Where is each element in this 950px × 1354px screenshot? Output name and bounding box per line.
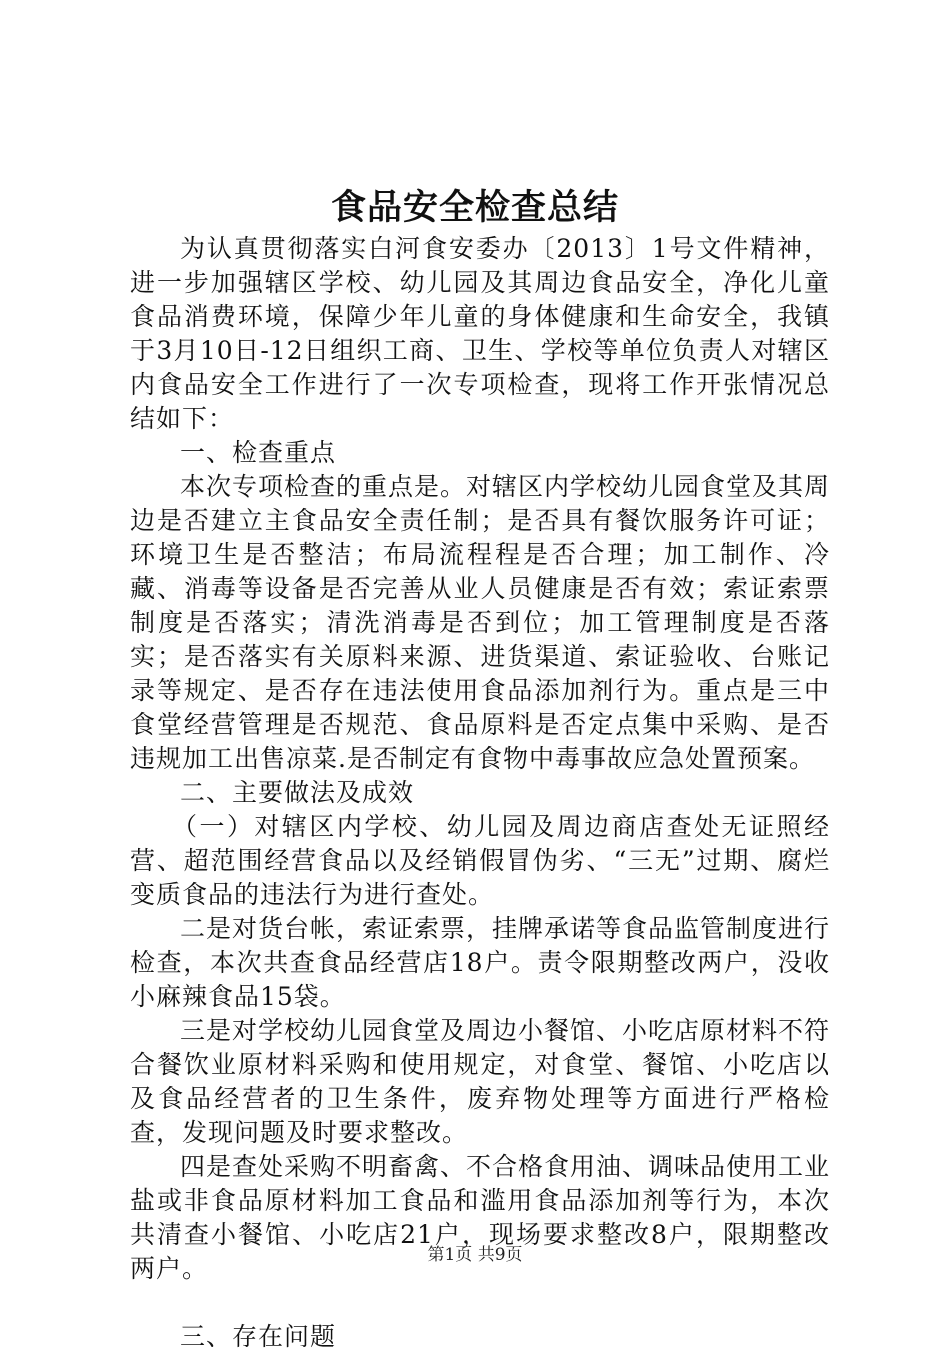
document-title: 食品安全检查总结 bbox=[330, 187, 619, 228]
measure-paragraph-4: 四是查处采购不明畜禽、不合格食用油、调味品使用工业盐或非食品原材料加工食品和滥用食品添加剂等行为，本次共清查小餐馆、小吃店21户，现场要求整改8户，限期整改两户。 bbox=[130, 1152, 831, 1283]
paragraph-spacer bbox=[130, 1286, 830, 1320]
measure-paragraph-1: （一）对辖区内学校、幼儿园及周边商店查处无证照经营、超范围经营食品以及经销假冒伪劣、“三无”过期、腐烂变质食品的违法行为进行查处。 bbox=[130, 812, 830, 909]
measure-paragraph-2: 二是对货台帐，索证索票，挂牌承诺等食品监管制度进行检查，本次共查食品经营店18户。责令限期整改两户，没收小麻辣食品15袋。 bbox=[130, 914, 831, 1011]
document-body bbox=[130, 232, 830, 1354]
intro-paragraph: 为认真贯彻落实白河食安委办〔2013〕1号文件精神，进一步加强辖区学校、幼儿园及其周边食品安全，净化儿童食品消费环境，保障少年儿童的身体健康和生命安全，我镇于3月10日-12日组织工商、卫生、学校等单位负责人对辖区内食品安全工作进行了一次专项检查，现将工作开张情况总结如下： bbox=[130, 234, 830, 433]
page-footer: 第1页 共9页 bbox=[427, 1245, 523, 1265]
measure-paragraph-3: 三是对学校幼儿园食堂及周边小餐馆、小吃店原材料不符合餐饮业原材料采购和使用规定，对食堂、餐馆、小吃店以及食品经营者的卫生条件，废弃物处理等方面进行严格检查，发现问题及时要求整改。 bbox=[130, 1016, 831, 1147]
section-heading-inspection-focus: 一、检查重点 bbox=[180, 438, 337, 467]
inspection-focus-paragraph: 本次专项检查的重点是。对辖区内学校幼儿园食堂及其周边是否建立主食品安全责任制；是否具有餐饮服务许可证；环境卫生是否整洁；布局流程程是否合理；加工制作、冷藏、消毒等设备是否完善从业人员健康是否有效；索证索票制度是否落实；清洗消毒是否到位；加工管理制度是否落实；是否落实有关原料来源、进货渠道、索证验收、台账记录等规定、是否存在违法使用食品添加剂行为。重点是三中食堂经营管理是否规范、食品原料是否定点集中采购、是否违规加工出售凉菜.是否制定有食物中毒事故应急处置预案。 bbox=[130, 472, 831, 773]
section-heading-existing-problems: 三、存在问题 bbox=[180, 1322, 337, 1351]
section-heading-main-measures: 二、主要做法及成效 bbox=[180, 778, 415, 807]
